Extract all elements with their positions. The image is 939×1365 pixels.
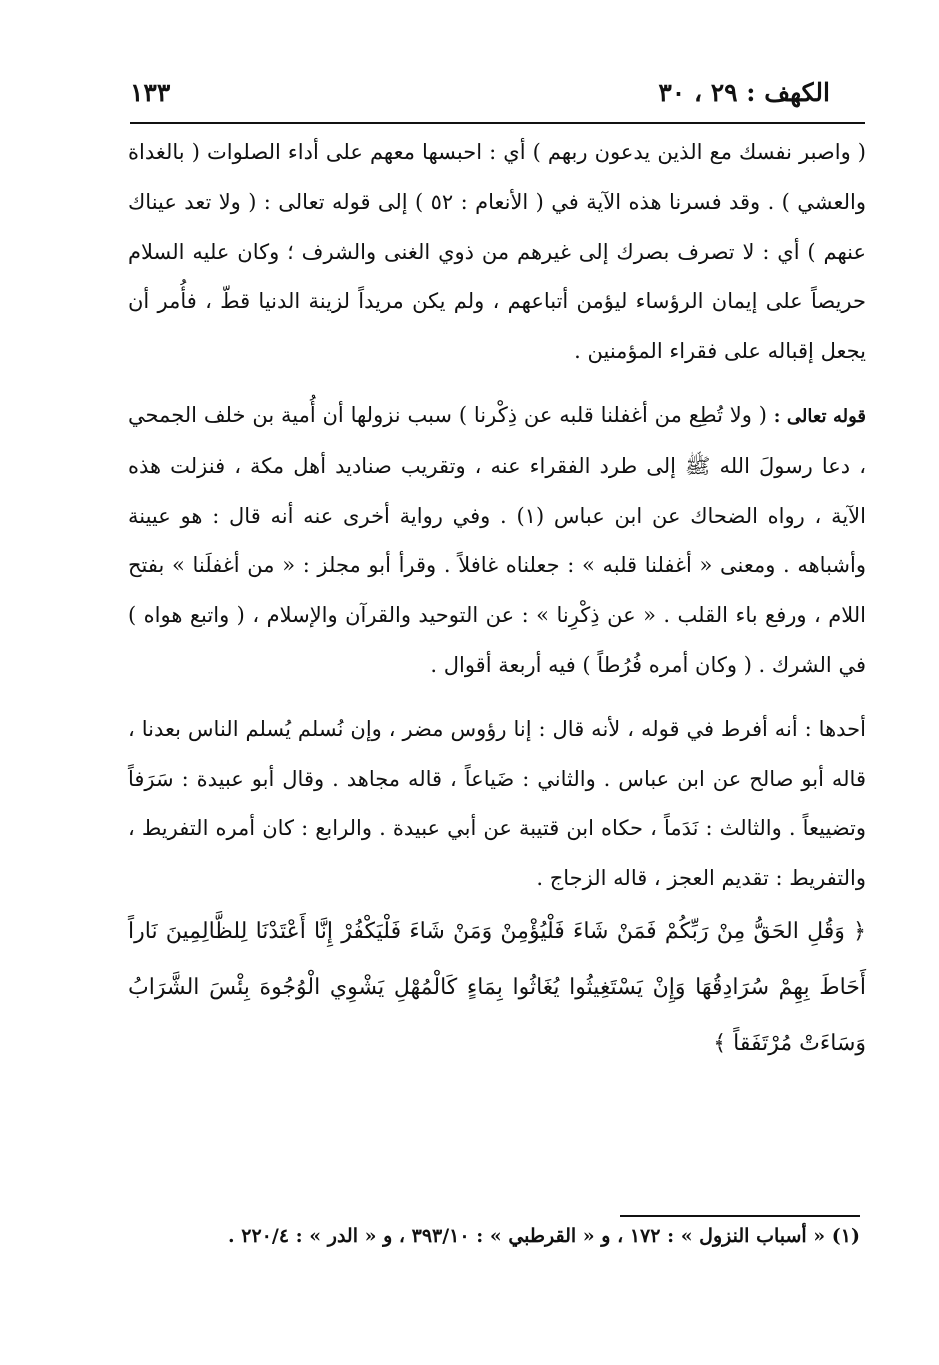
quran-verse: ﴿ وَقُلِ الحَقُّ مِنْ رَبِّكُمْ فَمَنْ شَاءَ فَلْيُؤْمِنْ وَمَنْ شَاءَ فَلْيَكْفُرْ إِنَّا أَعْتَدْنَا لِلظَّالِمِينَ نَاراً أَحَاطَ بِهِمْ سُرَادِقُهَا وَإِنْ يَسْتَغِيثُوا يُغَاثُوا بِمَاءٍ كَالْمُهْلِ يَشْوِي الْوُجُوهَ بِئْسَ الشَّرَابُ وَسَاءَتْ مُرْتَفَقاً ﴾ <box>128 918 866 1056</box>
header-rule <box>130 122 865 124</box>
page-number: ١٣٣ <box>130 78 171 107</box>
footnote-rule <box>620 1215 860 1217</box>
paragraph-2 <box>128 391 866 691</box>
main-text <box>128 128 866 1072</box>
paragraph-1: ( واصبر نفسك مع الذين يدعون ربهم ) أي : احبسها معهم على أداء الصلوات ( بالغداة والعشي ) . وقد فسرنا هذه الآية في ( الأنعام : ٥٢ ) إلى قوله تعالى : ( ولا تعد عيناك عنهم ) أي : لا تصرف بصرك إلى غيرهم من ذوي الغنى والشرف ؛ وكان عليه السلام حريصاً على إيمان الرؤساء ليؤمن أتباعهم ، ولم يكن مريداً لزينة الدنيا قطّ ، فأُمر أن يجعل إقباله على فقراء المؤمنين . <box>128 140 867 364</box>
lead-label: قوله تعالى : <box>773 405 866 427</box>
paragraph-2-text: ( ولا تُطِع من أغفلنا قلبه عن ذِكْرنا ) سبب نزولها أن أُمية بن خلف الجمحي ، دعا رسولَ الله ﷺ إلى طرد الفقراء عنه ، وتقريب صناديد أهل مكة ، فنزلت هذه الآية ، رواه الضحاك عن ابن عباس (١) . وفي رواية أخرى عنه أنه قال : هو عيينة وأشباهه . ومعنى « أغفلنا قلبه » : جعلناه غافلاً . وقرأ أبو مجلز : « من أغفلَنا » بفتح اللام ، ورفع باء القلب . « عن ذِكْرِنا » : عن التوحيد والقرآن والإسلام ، ( واتبع هواه ) في الشرك . ( وكان أمره فُرُطاً ) فيه أربعة أقوال . <box>128 402 866 677</box>
running-header <box>130 78 830 118</box>
header-title: الكهف : ٢٩ ، ٣٠ <box>658 78 830 107</box>
paragraph-3: أحدها : أنه أفرط في قوله ، لأنه قال : إنا رؤوس مضر ، وإن نُسلم يُسلم الناس بعدنا ، قاله أبو صالح عن ابن عباس . والثاني : ضَياعاً ، قاله مجاهد . وقال أبو عبيدة : سَرَفاً وتضييعاً . والثالث : نَدَماً ، حكاه ابن قتيبة عن أبي عبيدة . والرابع : كان أمره التفريط ، والتفريط : تقديم العجز ، قاله الزجاج . <box>128 716 866 891</box>
footnote: (١) « أسباب النزول » : ١٧٢ ، و « القرطبي » : ٣٩٣/١٠ ، و « الدر » : ٢٢٠/٤ . <box>228 1225 860 1247</box>
